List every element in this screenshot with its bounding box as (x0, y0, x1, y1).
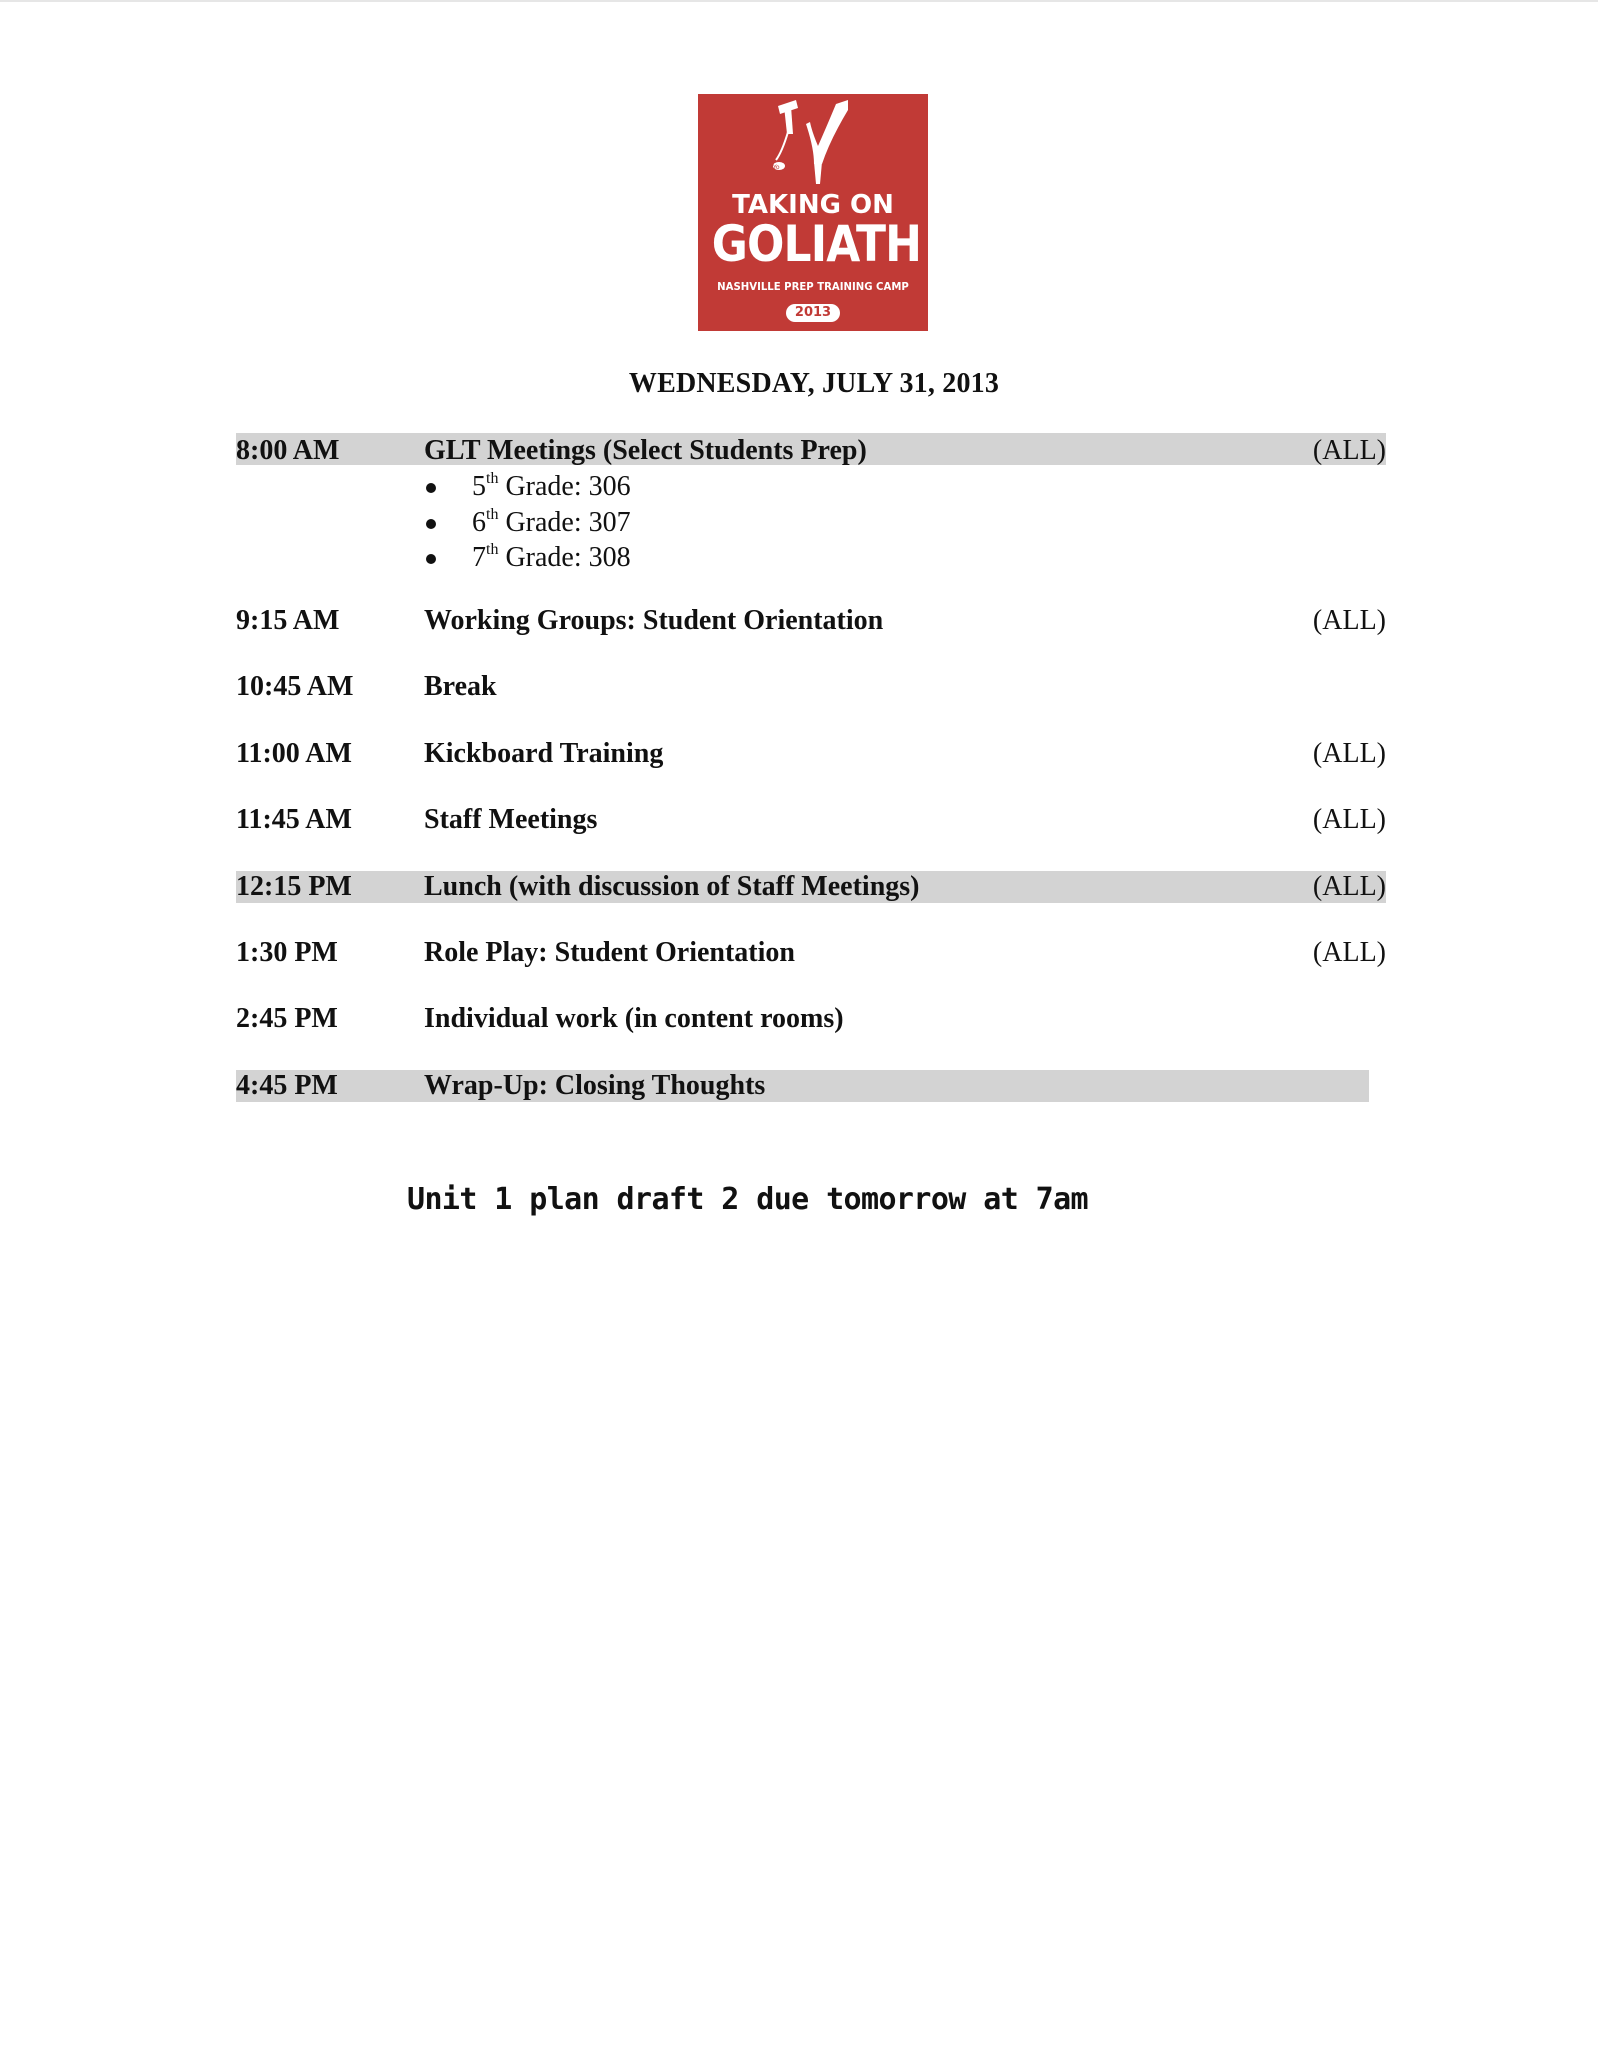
schedule-title: Kickboard Training (424, 738, 664, 769)
bullet-icon (426, 483, 436, 493)
logo-title: GOLIATH (711, 215, 922, 273)
list-item (424, 542, 631, 578)
ordinal-suffix: th (486, 505, 499, 523)
logo-subtitle: NASHVILLE PREP TRAINING CAMP (717, 280, 909, 293)
schedule-title: Wrap-Up: Closing Thoughts (424, 1070, 766, 1101)
schedule-audience-tag: (ALL) (1312, 605, 1386, 636)
grade-number: 7 (472, 542, 486, 573)
schedule-time: 11:45 AM (236, 804, 352, 835)
schedule-title: Staff Meetings (424, 804, 598, 835)
grade-room: Grade: 308 (498, 542, 631, 573)
schedule-audience-tag: (ALL) (1312, 937, 1386, 968)
bullet-icon (426, 519, 436, 529)
schedule-title: Working Groups: Student Orientation (424, 605, 884, 636)
bullet-icon (426, 554, 436, 564)
grade-room: Grade: 306 (498, 471, 631, 502)
schedule-title: Break (424, 671, 497, 702)
page-title: WEDNESDAY, JULY 31, 2013 (628, 368, 1000, 399)
schedule-time: 9:15 AM (236, 605, 340, 636)
due-date-note: Unit 1 plan draft 2 due tomorrow at 7am (407, 1182, 1088, 1217)
logo-tagline: TAKING ON (732, 190, 894, 220)
schedule-time: 8:00 AM (236, 435, 340, 466)
schedule-title: GLT Meetings (Select Students Prep) (424, 435, 867, 466)
logo-year-badge: 2013 (786, 304, 840, 322)
schedule-audience-tag: (ALL) (1312, 804, 1386, 835)
grade-number: 5 (472, 471, 486, 502)
page-top-border (0, 0, 1598, 2)
schedule-time: 11:00 AM (236, 738, 352, 769)
schedule-title: Role Play: Student Orientation (424, 937, 795, 968)
schedule-title: Individual work (in content rooms) (424, 1003, 844, 1034)
schedule-audience-tag: (ALL) (1312, 738, 1386, 769)
schedule-time: 10:45 AM (236, 671, 354, 702)
ordinal-suffix: th (486, 541, 499, 558)
grade-room: Grade: 307 (498, 506, 631, 538)
schedule-time: 2:45 PM (236, 1003, 338, 1034)
row-highlight (236, 1070, 1369, 1102)
schedule-audience-tag: (ALL) (1312, 871, 1386, 902)
taking-on-goliath-logo (698, 94, 928, 331)
schedule-title: Lunch (with discussion of Staff Meetings) (424, 871, 920, 902)
schedule-time: 4:45 PM (236, 1070, 338, 1101)
list-item (424, 471, 631, 507)
schedule-time: 12:15 PM (236, 871, 352, 902)
grade-number: 6 (472, 506, 486, 538)
ordinal-suffix: th (486, 470, 499, 487)
svg-text:Yo: Yo (773, 164, 780, 171)
schedule-audience-tag: (ALL) (1312, 435, 1386, 466)
grade-room-list (424, 471, 631, 578)
list-item (424, 507, 631, 543)
schedule-time: 1:30 PM (236, 937, 338, 968)
